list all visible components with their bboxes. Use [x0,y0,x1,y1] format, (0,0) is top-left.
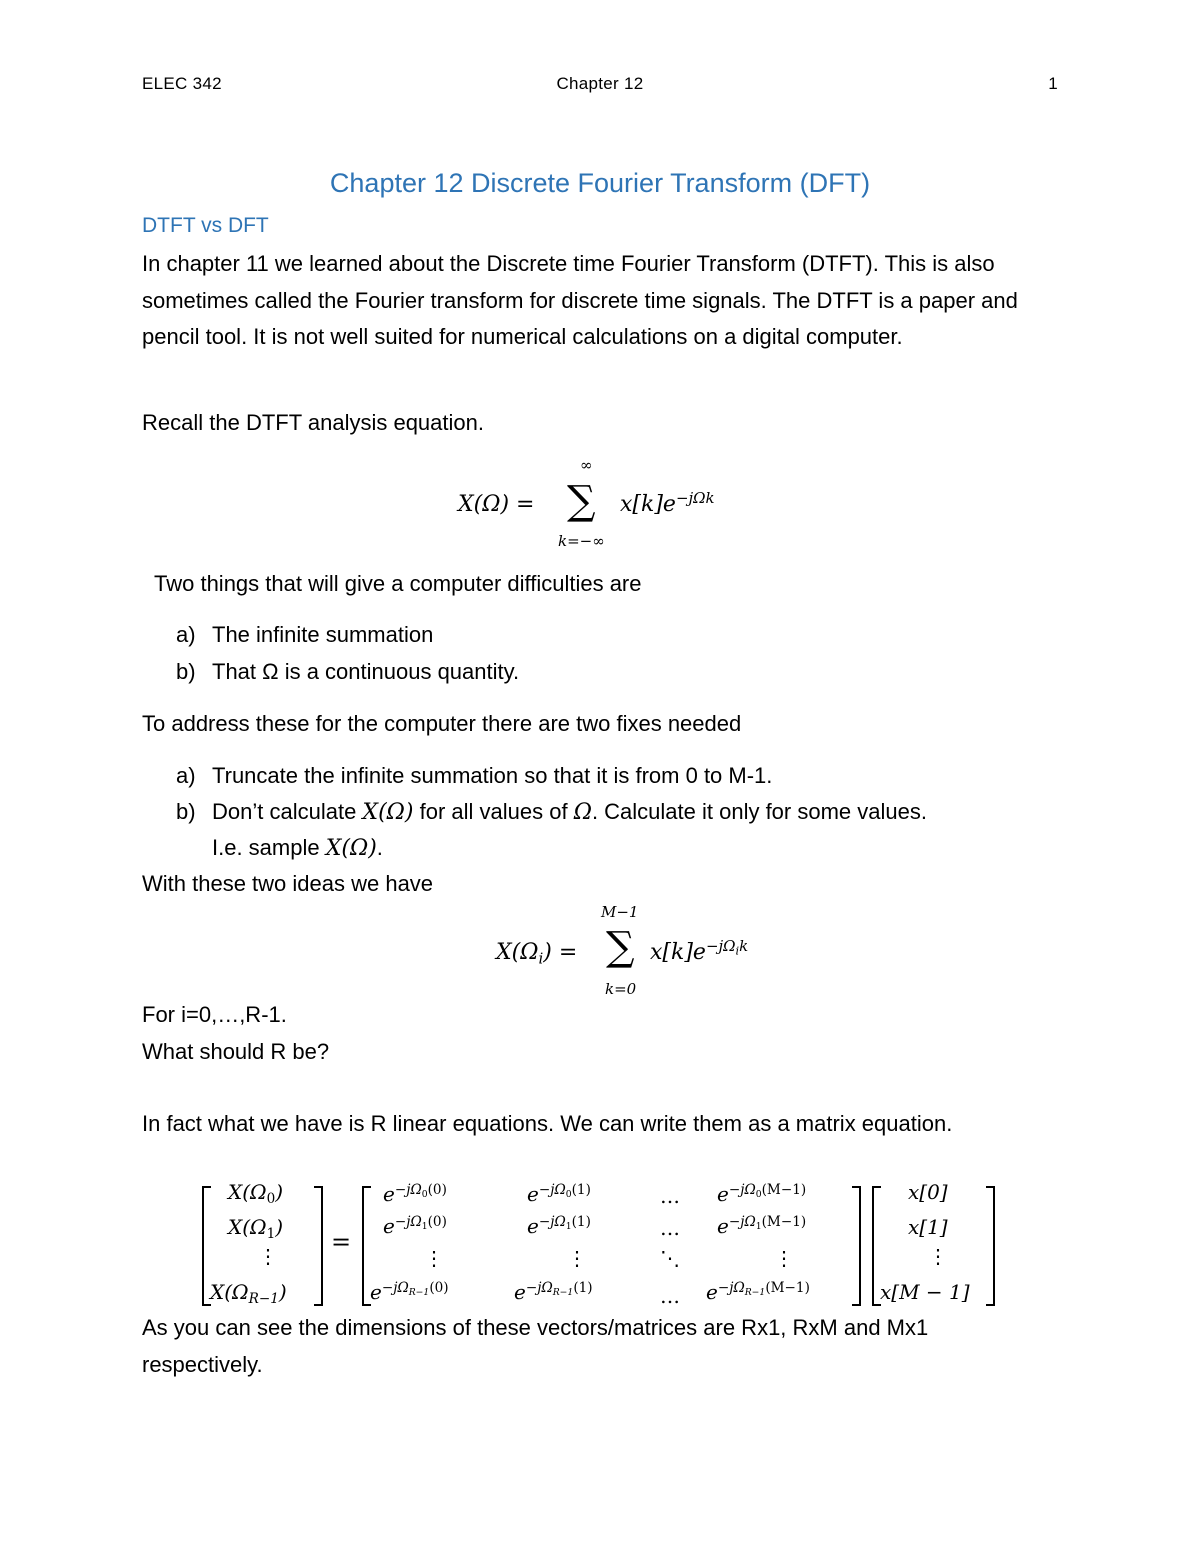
matrix-cell: $e^{-j\Omega_1(1)}$ [527,1213,591,1238]
rhs-entry: ⋮ [928,1244,948,1268]
matrix-equals: = [331,1228,352,1256]
intro-paragraph: In chapter 11 we learned about the Discrete time Fourier Transform (DTFT). This is also sometimes called the Fourier transform for discrete time signals. The DTFT is a paper and pencil tool. It is not well suited for numerical calculations on a digital computer. [142,251,1018,349]
matrix-cell: ⋮ [567,1246,587,1270]
matrix-cell: $e^{-j\Omega_{R-1}(0)}$ [370,1279,449,1304]
header-chapter: Chapter 12 [556,74,644,93]
matrix-cell: $e^{-j\Omega_0(M-1)}$ [717,1181,807,1206]
matrix-cell: $e^{-j\Omega_1(M-1)}$ [717,1213,807,1238]
list2-item-b-continued: I.e. sample X(Ω). [212,835,383,861]
rhs-entry: x[M − 1] [880,1280,970,1304]
list1-marker-b: b) [176,659,196,684]
eq2-upper-limit: M−1 [601,903,639,921]
list2-marker-a: a) [176,763,196,788]
list2-item-b: Don’t calculate X(Ω) for all values of Ω. Calculate it only for some values. [212,799,927,825]
matrix-right-bracket [852,1186,861,1306]
list1-item-a: The infinite summation [212,622,434,647]
eq1-body: $x[k]e^{-j\Omega k}$ [620,488,715,517]
eq1-sigma: ∑ [567,478,596,524]
matrix-cell: $e^{-j\Omega_{R-1}(1)}$ [514,1279,593,1304]
rhs-entry: x[0] [908,1180,948,1204]
matrix-cell: $e^{-j\Omega_1(0)}$ [383,1213,447,1238]
matrix-cell: … [660,1184,680,1208]
recall-text: Recall the DTFT analysis equation. [142,410,484,435]
eq1-upper-limit: ∞ [580,456,593,474]
matrix-cell: ⋮ [424,1246,444,1270]
matrix-cell: ⋮ [774,1246,794,1270]
eq2-exponent: −jΩik [705,936,749,958]
eq2-lower-limit: k=0 [605,980,637,998]
list1-item-b: That Ω is a continuous quantity. [212,659,520,684]
matrix-cell: $e^{-j\Omega_0(0)}$ [383,1181,447,1206]
address-text: To address these for the computer there are two fixes needed [142,711,742,736]
for-i-text: For i=0,…,R-1. [142,1002,287,1027]
two-things-text: Two things that will give a computer difficulties are [154,571,642,596]
with-ideas-text: With these two ideas we have [142,871,434,896]
lhs-entry: $X(\Omega_{R-1})$ [210,1280,287,1308]
lhs-entry: $X(\Omega_1)$ [228,1215,284,1243]
matrix-intro-paragraph: In fact what we have is R linear equations. We can write them as a matrix equation. [142,1111,953,1136]
list2-marker-b: b) [176,799,196,824]
matrix-cell: … [660,1284,680,1308]
eq1-exponent: −jΩk [675,488,715,507]
conclusion-paragraph: As you can see the dimensions of these vectors/matrices are Rx1, RxM and Mx1 respectively. [142,1315,929,1377]
lhs-entry: $X(\Omega_0)$ [228,1180,284,1208]
eq2-body: $x[k]e^{-j\Omega_ik}$ [650,936,749,965]
eq1-lower-limit: k=−∞ [558,532,605,550]
rhs-entry: x[1] [908,1215,948,1239]
chapter-title: Chapter 12 Discrete Fourier Transform (DFT) [329,168,871,198]
what-r-text: What should R be? [142,1039,330,1064]
list1-marker-a: a) [176,622,196,647]
header-page-number: 1 [1048,74,1058,93]
section-heading: DTFT vs DFT [142,214,269,237]
lhs-right-bracket [314,1186,323,1306]
lhs-entry: ⋮ [258,1244,278,1268]
matrix-cell: $e^{-j\Omega_{R-1}(M-1)}$ [706,1279,810,1304]
list2-item-a: Truncate the infinite summation so that it is from 0 to M-1. [212,763,773,788]
matrix-cell: ⋱ [660,1246,680,1270]
eq1-lhs: X(Ω) = [458,492,535,517]
eq2-lhs: $X(\Omega_i)$ = [496,940,578,968]
matrix-cell: … [660,1216,680,1240]
rhs-right-bracket [986,1186,995,1306]
eq2-sigma: ∑ [606,924,635,970]
matrix-cell: $e^{-j\Omega_0(1)}$ [527,1181,591,1206]
header-course: ELEC 342 [142,74,222,93]
